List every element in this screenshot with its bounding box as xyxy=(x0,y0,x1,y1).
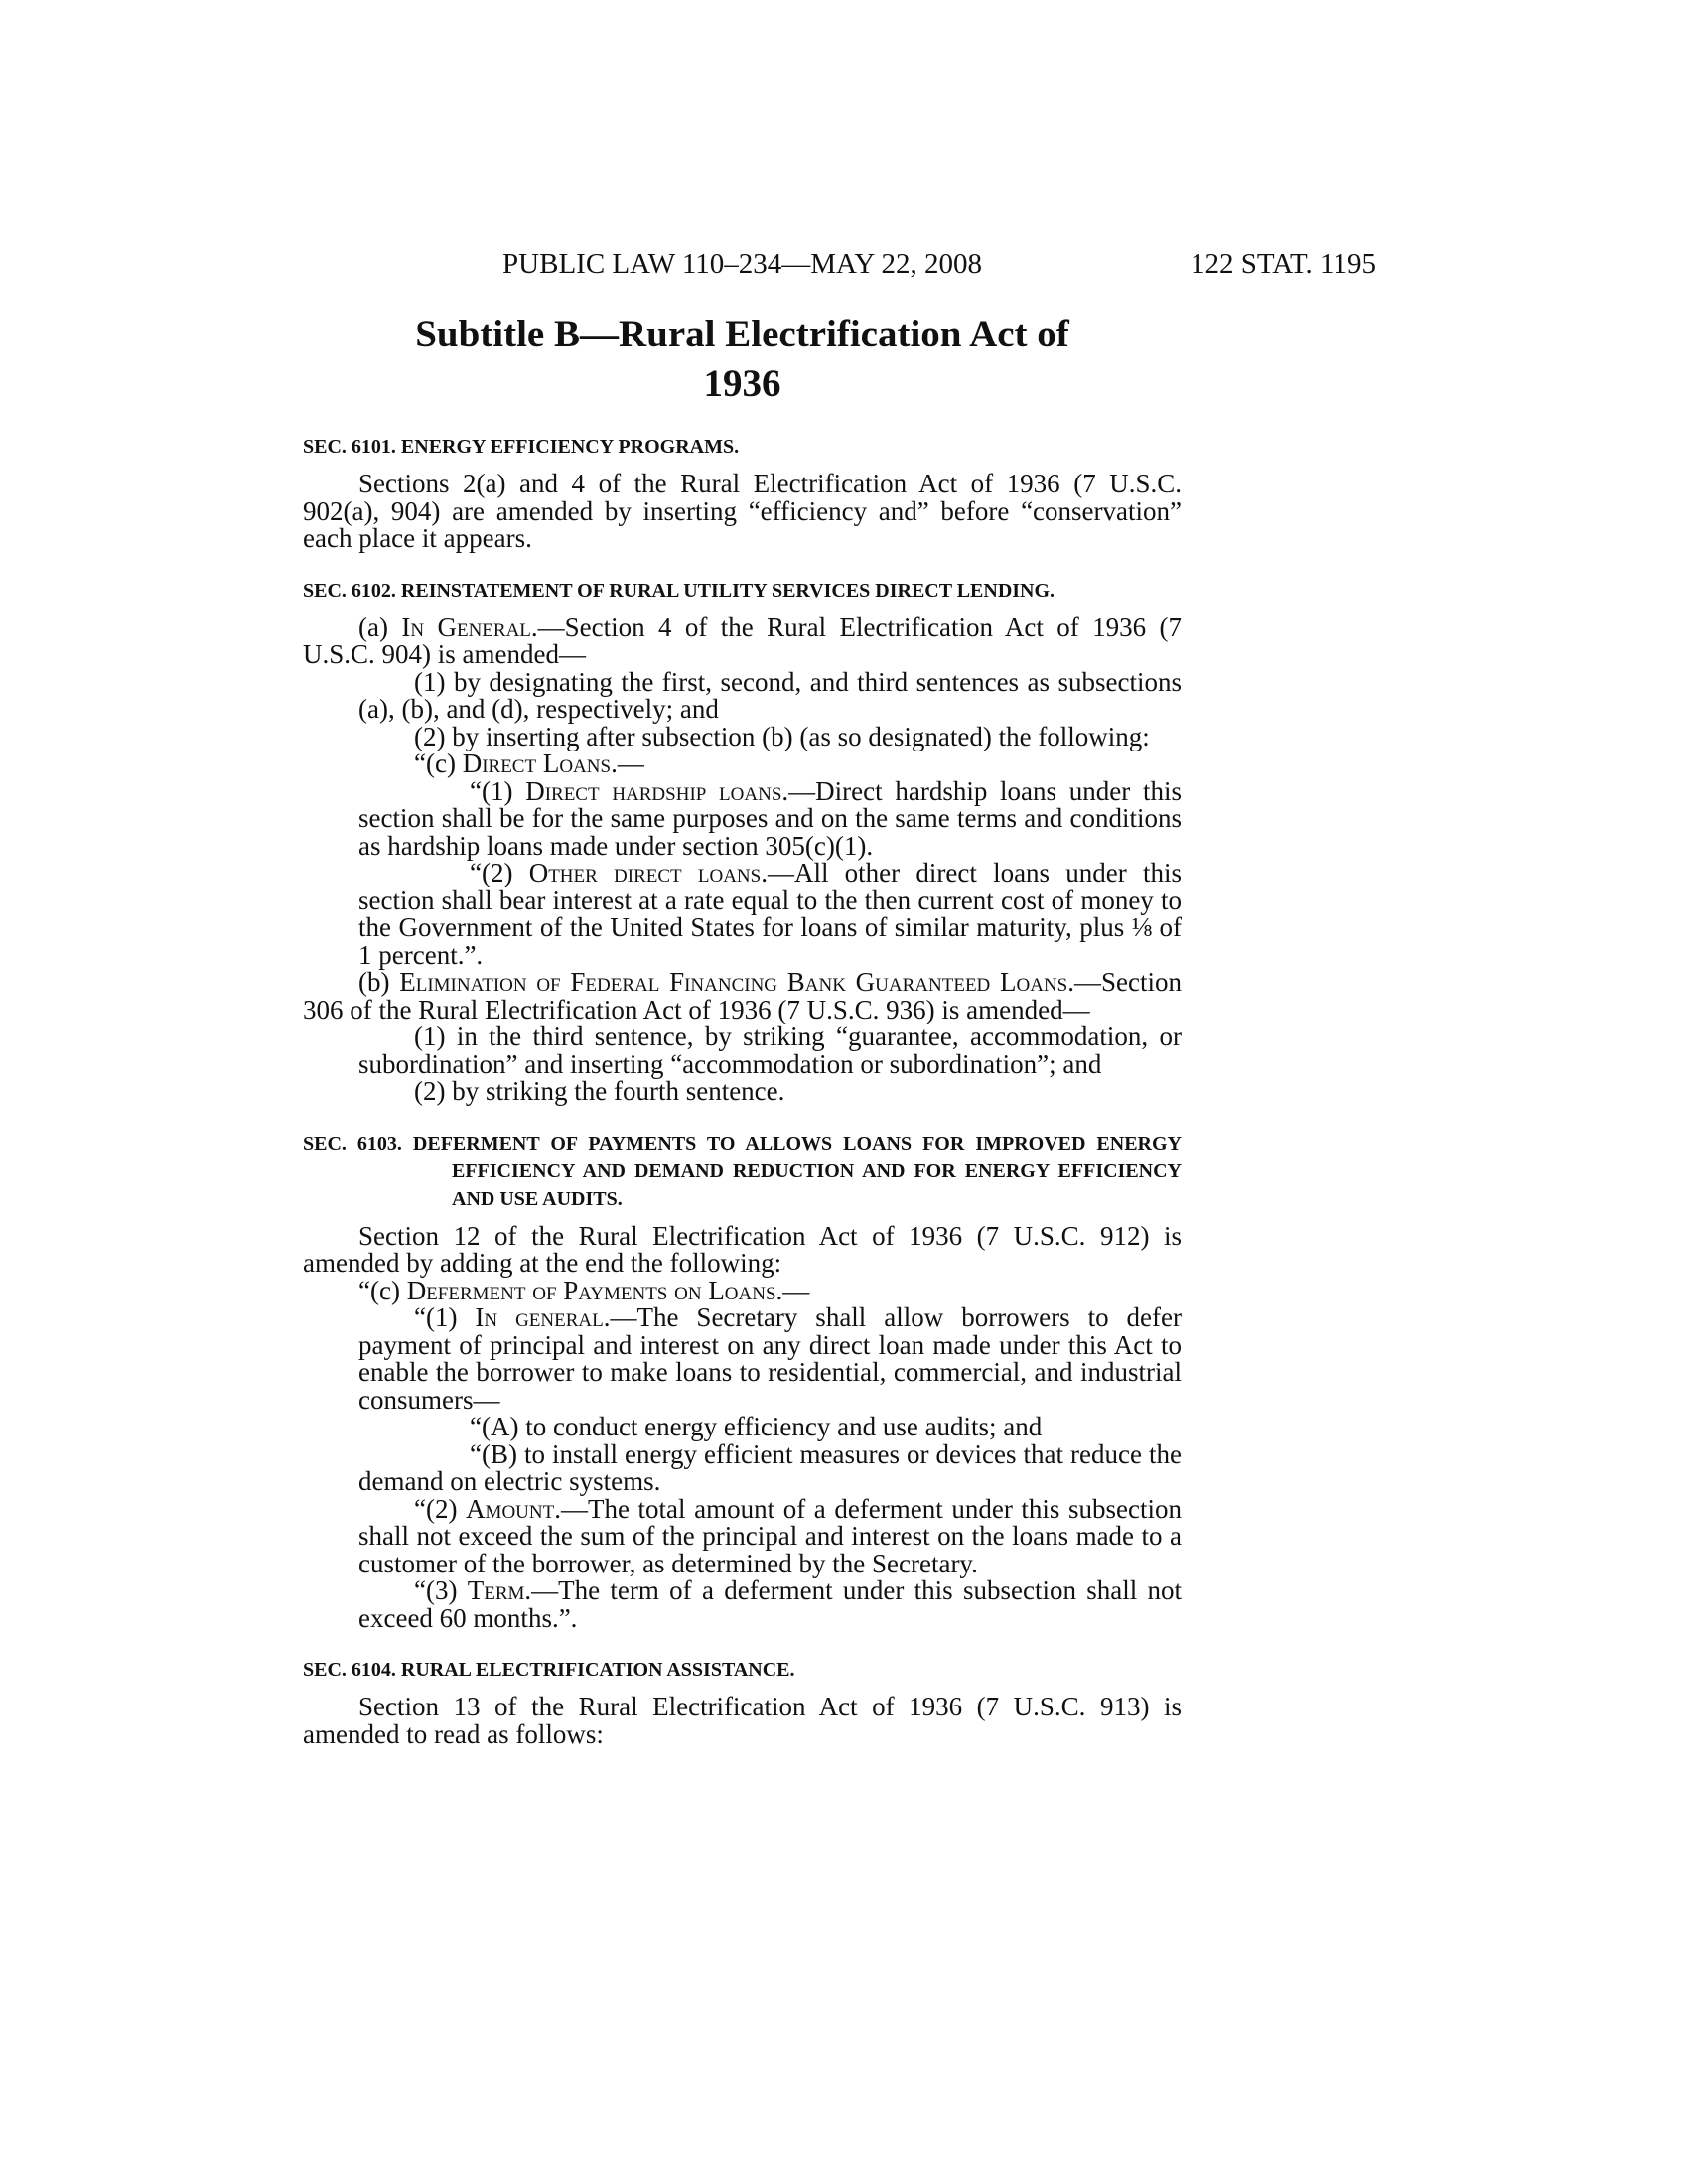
sec-6103-heading: SEC. 6103. DEFERMENT OF PAYMENTS TO ALLOWS LOANS FOR IMPROVED ENERGY EFFICIENCY AND DEMAND REDUCTION AND FOR ENERGY EFFICIENCY AND USE AUDITS. xyxy=(303,1132,1182,1210)
sec-6103-c1 xyxy=(303,1304,1182,1414)
sec-6104-heading: SEC. 6104. RURAL ELECTRIFICATION ASSISTANCE. xyxy=(303,1659,795,1681)
subtitle-line-2: 1936 xyxy=(703,362,781,405)
sec-6103-c1-label: “(1) xyxy=(414,1302,476,1332)
running-header xyxy=(303,248,1376,288)
sec-6103-cB: “(B) to install energy efficient measures or devices that reduce the demand on electric systems. xyxy=(358,1438,1182,1496)
sec-6103-c-label: “(c) xyxy=(358,1275,407,1305)
sec-6102-c2-label: “(2) xyxy=(470,858,529,887)
sec-6102-c-label: “(c) xyxy=(414,749,463,778)
sec-6102-b-label: (b) xyxy=(358,967,400,997)
header-stat: 122 STAT. 1195 xyxy=(1191,248,1376,280)
sec-6103-c3-text: .—The term of a deferment under this subsection shall not exceed 60 months.”. xyxy=(358,1575,1182,1633)
sec-6102-a1: (1) by designating the first, second, and third sentences as subsections (a), (b), and (d), respectively; and xyxy=(358,666,1182,724)
sec-6102-a xyxy=(303,614,1182,669)
subtitle-line-1: Subtitle B—Rural Electrification Act of xyxy=(415,313,1069,355)
sec-6102-c-text: .— xyxy=(611,749,644,778)
sec-6102-c1-text: .—Direct hardship loans under this section shall be for the same purposes and on the same terms and conditions as hardship loans made under section 305(c)(1). xyxy=(358,775,1182,861)
subtitle-heading xyxy=(303,310,1182,409)
sec-6103-c1-text: .—The Secretary shall allow borrowers to defer payment of principal and interest on any direct loan made under this Act to enable the borrower to make loans to residential, commercial, and industrial consumers— xyxy=(358,1302,1183,1415)
header-law: PUBLIC LAW 110–234—MAY 22, 2008 xyxy=(502,248,982,280)
sec-6103-c-text: .— xyxy=(775,1275,810,1305)
sec-6102-c2-caption: Other direct loans xyxy=(528,858,762,887)
sec-6102-c1-label: “(1) xyxy=(470,775,526,806)
sec-6102-a2: (2) by inserting after subsection (b) (as so designated) the following: xyxy=(414,721,1150,751)
sec-6103-body: Section 12 of the Rural Electrification Act of 1936 (7 U.S.C. 912) is amended by adding at the end the following: xyxy=(303,1220,1182,1278)
sec-6101-heading: SEC. 6101. ENERGY EFFICIENCY PROGRAMS. xyxy=(303,436,740,458)
sec-6102-a-text: .—Section 4 of the Rural Electrification Act of 1936 (7 U.S.C. 904) is amended— xyxy=(303,612,1182,669)
sec-6102-b-text: .—Section 306 of the Rural Electrification Act of 1936 (7 U.S.C. 936) is amended— xyxy=(303,967,1182,1024)
sec-6103-c2-text: .—The total amount of a deferment under this subsection shall not exceed the sum of the principal and interest on the loans made to a customer of the borrower, as determined by the Secretary. xyxy=(358,1493,1182,1578)
sec-6102-a-caption: In General xyxy=(401,612,531,642)
sec-6103-c xyxy=(303,1275,1182,1305)
sec-6102-c-caption: Direct Loans xyxy=(462,749,612,778)
sec-6102-c1 xyxy=(303,775,1182,861)
sec-6103-c3-label: “(3) xyxy=(414,1575,468,1605)
sec-6102-c1-caption: Direct hardship loans xyxy=(525,775,782,806)
sec-6102-c2 xyxy=(303,860,1182,969)
sec-6103-c2 xyxy=(303,1493,1182,1578)
sec-6102-c2-text: .—All other direct loans under this section shall bear interest at a rate equal to the then current cost of money to the Government of the United States for loans of similar maturity, plus ⅛ of 1 percent.”. xyxy=(358,858,1183,970)
sec-6103-c-caption: Deferment of Payments on Loans xyxy=(406,1275,776,1305)
sec-6103-c2-label: “(2) xyxy=(414,1493,467,1524)
sec-6102-b2: (2) by striking the fourth sentence. xyxy=(414,1076,785,1106)
sec-6103-c2-caption: Amount xyxy=(466,1493,555,1524)
sec-6103-c3-caption: Term xyxy=(467,1575,525,1605)
sec-6103-c1-caption: In general xyxy=(475,1302,604,1332)
sec-6102-b1: (1) in the third sentence, by striking “guarantee, accommodation, or subordination” and inserting “accommodation or subordination”; and xyxy=(358,1022,1182,1079)
page xyxy=(303,248,1376,1749)
sec-6103-c3 xyxy=(303,1577,1182,1632)
sec-6102-a-label: (a) xyxy=(358,612,402,642)
sec-6101-body: Sections 2(a) and 4 of the Rural Electrification Act of 1936 (7 U.S.C. 902(a), 904) are amended by inserting “efficiency and” before “conservation” each place it appears. xyxy=(303,469,1182,553)
sec-6102-b xyxy=(303,969,1182,1024)
sec-6103-cA: “(A) to conduct energy efficiency and use audits; and xyxy=(470,1412,1043,1441)
sec-6102-c xyxy=(303,751,1182,778)
sec-6102-heading: SEC. 6102. REINSTATEMENT OF RURAL UTILITY SERVICES DIRECT LENDING. xyxy=(303,579,1055,602)
sec-6102-b-caption: Elimination of Federal Financing Bank Guaranteed Loans xyxy=(399,967,1068,997)
sec-6104-body: Section 13 of the Rural Electrification Act of 1936 (7 U.S.C. 913) is amended to read as follows: xyxy=(303,1692,1182,1749)
